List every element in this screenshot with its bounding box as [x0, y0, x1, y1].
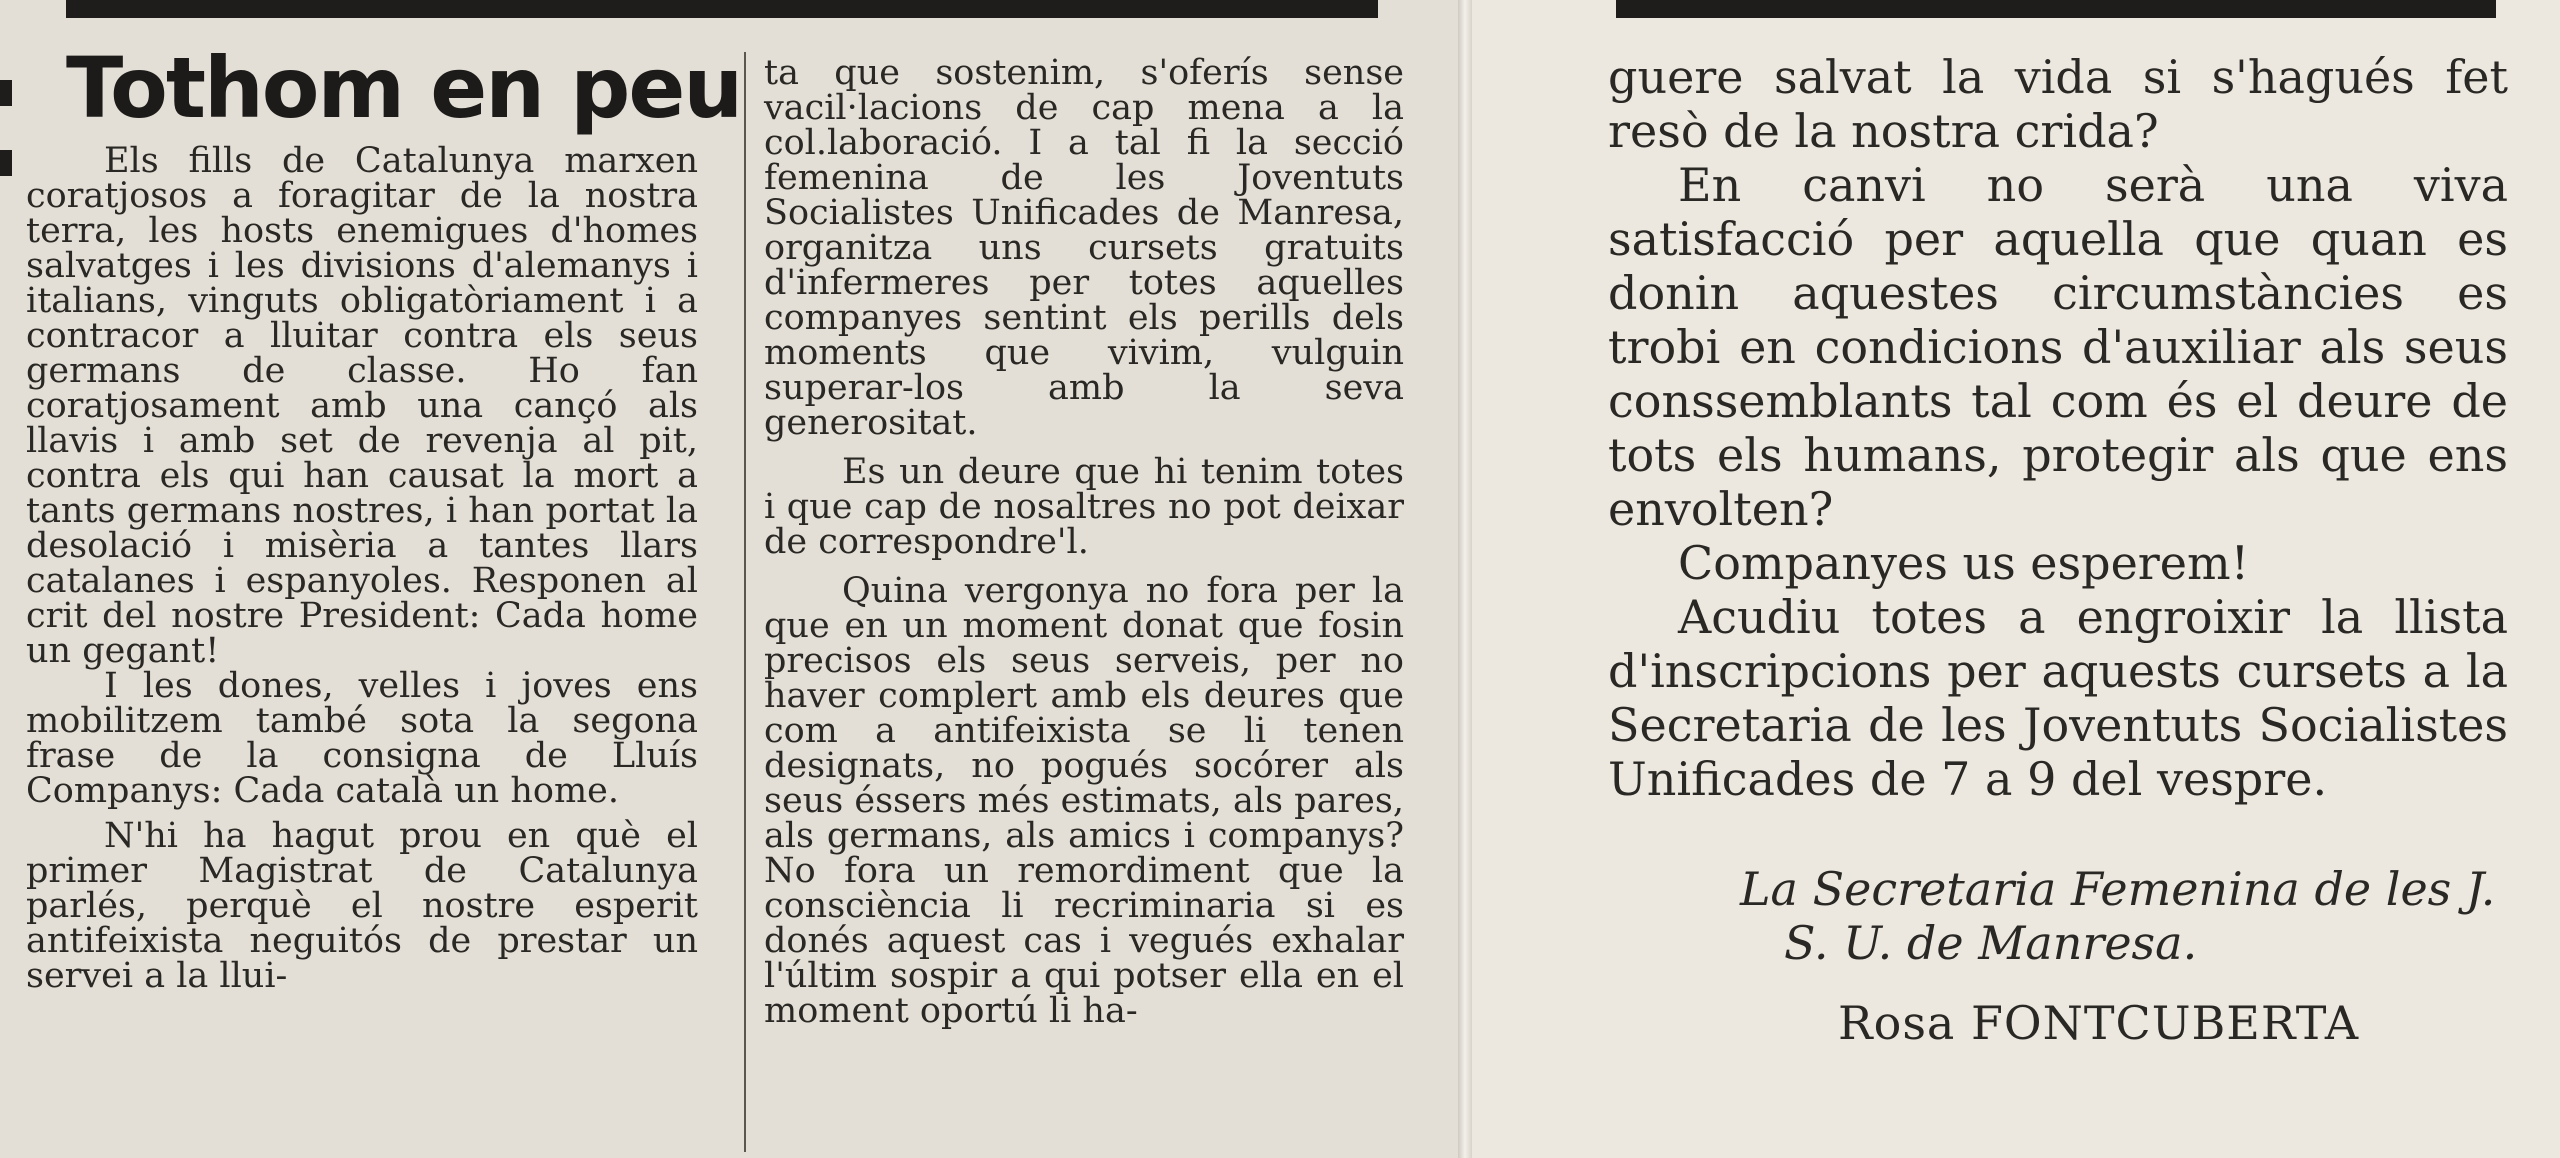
paragraph: I les dones, velles i joves ens mobilitzem també sota la segona frase de la consigna de Lluís Companys: Cada català un home.	[26, 666, 698, 811]
column-divider	[744, 52, 746, 1152]
top-border-rule	[66, 0, 1378, 18]
top-border-rule	[1616, 0, 2496, 18]
article-column-3	[1608, 50, 2508, 806]
paragraph: guere salvat la vida si s'hagués fet resò de la nostra crida?	[1608, 50, 2508, 158]
paragraph: Companyes us esperem!	[1678, 536, 2250, 590]
signature-name: Rosa FONTCUBERTA	[1838, 996, 2360, 1050]
adjacent-column-fragment	[0, 80, 12, 106]
paragraph: N'hi ha hagut prou en què el primer Magistrat de Catalunya parlés, perquè el nostre esperit antifeixista neguitós de prestar un servei a la llui-	[26, 816, 698, 996]
paragraph: En canvi no serà una viva satisfacció per aquella que quan es donin aquestes circumstàncies es trobi en condicions d'auxiliar als seus conssemblants tal com és el deure de tots els humans, protegir als que ens envolten?	[1608, 158, 2508, 536]
page-gutter	[1458, 0, 1472, 1158]
signature-organization	[1740, 862, 2520, 970]
article-column-1	[26, 141, 698, 996]
paragraph: Acudiu totes a engroixir la llista d'inscripcions per aquests cursets a la Secretaria de les Joventuts Socialistes Unificades de 7 a 9 del vespre.	[1608, 590, 2508, 806]
paragraph: Els fills de Catalunya marxen coratjosos a foragitar de la nostra terra, les hosts enemigues d'homes salvatges i les divisions d'alemanys i italians, vinguts obligatòriament i a contracor a lluitar contra els seus germans de classe. Ho fan coratjosament amb una cançó als llavis i amb set de revenja al pit, contra els qui han causat la mort a tants germans nostres, i han portat la desolació i misèria a tantes llars catalanes i espanyoles. Responen al crit del nostre President: Cada home un gegant!	[26, 141, 698, 671]
signature-org-line: La Secretaria Femenina de les J.	[1740, 862, 2496, 916]
paragraph: Quina vergonya no fora per la que en un moment donat que fosin precisos els seus serveis, per no haver complert amb els deures que com a antifeixista se li tenen designats, no pogués socórer als seus éssers més estimats, als pares, als germans, als amics i companys? No fora un remordiment que la consciència li recriminaria si es donés aquest cas i vegués exhalar l'últim sospir a qui potser ella en el moment oportú li ha-	[764, 571, 1404, 1031]
signature-org-line: S. U. de Manresa.	[1784, 916, 2198, 970]
article-headline: Tothom en peu	[66, 39, 742, 137]
article-column-2	[764, 53, 1404, 1031]
paragraph: Es un deure que hi tenim totes i que cap de nosaltres no pot deixar de correspondre'l.	[764, 452, 1404, 562]
paragraph: ta que sostenim, s'oferís sense vacil·lacions de cap mena a la col.laboració. I a tal fi la secció femenina de les Joventuts Socialistes Unificades de Manresa, organitza uns cursets gratuits d'infermeres per totes aquelles companyes sentint els perills dels moments que vivim, vulguin superar-los amb la seva generositat.	[764, 53, 1404, 443]
adjacent-column-fragment	[0, 150, 12, 176]
